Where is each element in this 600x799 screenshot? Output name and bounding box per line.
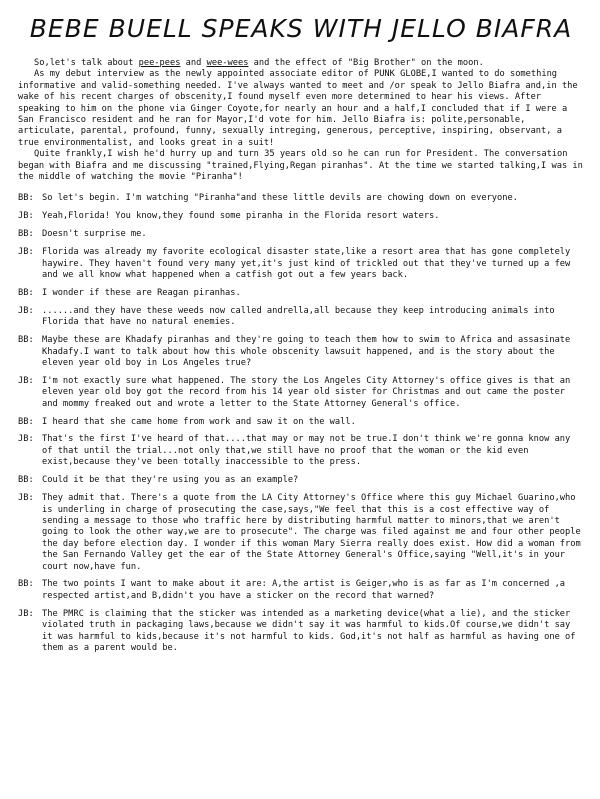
dialogue-turn (18, 475, 584, 486)
dialogue-text: Doesn't surprise me. (42, 229, 147, 240)
speaker-label: BB: (18, 579, 34, 590)
dialogue-turn (18, 229, 584, 240)
speaker-label: JB: (18, 375, 34, 386)
dialogue-turn (18, 247, 584, 281)
dialogue-turn (18, 417, 584, 428)
intro-text: So,let's talk about (34, 58, 139, 68)
speaker-label: JB: (18, 305, 34, 316)
dialogue-text: They admit that. There's a quote from the LA City Attorney's Office where this guy Michael Guarino,who is underling in charge of prosecuting the case,says,"We feel that this is a cost effective way of sending a message to those who traffic here by distributing harmful matter to minors,that we aren't going to look the other way,we are to prosecute". The charge was filed against me and four other people the day before election day. I wonder if this woman Mary Sierra really does exist. How did a woman from the San Fernando Valley get the ear of the State Attorney General's Office,saying "Well,it's in your court now,have fun. (42, 493, 581, 572)
speaker-label: JB: (18, 608, 34, 619)
dialogue-text: So let's begin. I'm watching "Piranha"and these little devils are chowing down on everyone. (42, 193, 518, 204)
speaker-label: BB: (18, 416, 34, 427)
intro-paragraph-3: Quite frankly,I wish he'd hurry up and turn 35 years old so he can run for President. The conversation began with Biafra and me discussing "trained,Flying,Regan piranhas". At the time we started talking,I was in the middle of watching the movie "Piranha"! (18, 149, 583, 183)
dialogue-text: Florida was already my favorite ecological disaster state,like a resort area that has gone completely haywire. They haven't found very many yet,it's just kind of trickled out that they've turned up a few and we all know what happened when a catfish got out a few years back. (42, 247, 571, 280)
dialogue-text: Maybe these are Khadafy piranhas and they're going to teach them how to swim to Africa and assasinate Khadafy.I want to talk about how this whole obscenity lawsuit happened, and is the story about the eleven year old boy in Los Angeles true? (42, 335, 571, 368)
speaker-label: BB: (18, 193, 34, 204)
dialogue-text: The PMRC is claiming that the sticker was intended as a marketing device(what a lie), and the sticker violated truth in packaging laws,because we didn't say it was harmful to kids.Of course,we didn't say it was harmful to kids,because it's not harmful to kids. God,it's not half as harmful as having one of them as a parent would be. (42, 608, 576, 653)
dialogue-text: I'm not exactly sure what happened. The story the Los Angeles City Attorney's office gives is that an eleven year old boy got the record from his 14 year old sister for Christmas and out came the poster and mommy freaked out and wrote a letter to the State Attorney General's office. (42, 375, 571, 409)
underlined-term: pee-pees (138, 58, 181, 68)
dialogue-turn (18, 434, 584, 468)
dialogue-text: I heard that she came home from work and saw it on the wall. (42, 416, 356, 427)
speaker-label: JB: (18, 211, 34, 222)
dialogue-turn (18, 376, 584, 410)
dialogue-turn (18, 493, 584, 573)
underlined-term: wee-wees (206, 58, 249, 68)
speaker-label: BB: (18, 335, 34, 346)
intro-text: and (180, 58, 207, 68)
dialogue-text: The two points I want to make about it are: A,the artist is Geiger,who is as far as I'm concerned ,a respected artist,and B,didn't you have a sticker on the record that warned? (42, 579, 566, 601)
dialogue-text: Yeah,Florida! You know,they found some piranha in the Florida resort waters. (42, 211, 440, 222)
intro-section (18, 58, 584, 183)
dialogue-turn (18, 609, 584, 655)
dialogue-turn (18, 211, 584, 222)
dialogue-text: ......and they have these weeds now called andrella,all because they keep introducing animals into Florida that have no natural enemies. (42, 305, 555, 328)
intro-paragraph-1 (18, 58, 584, 69)
dialogue-text: Could it be that they're using you as an example? (42, 475, 299, 486)
speaker-label: BB: (18, 229, 34, 240)
intro-text: and the effect of "Big Brother" on the moon. (248, 58, 484, 68)
dialogue-turn (18, 288, 584, 299)
dialogue-turn (18, 335, 584, 369)
speaker-label: BB: (18, 287, 34, 298)
dialogue-text: That's the first I've heard of that....that may or may not be true.I don't think we're gonna know any of that until the trial...not only that,we still have no proof that the woman or the kid even exist,because they've been totally inaccessible to the press. (42, 434, 571, 468)
interview-dialogue (18, 193, 584, 654)
speaker-label: BB: (18, 475, 34, 486)
speaker-label: JB: (18, 493, 34, 504)
dialogue-turn (18, 306, 584, 329)
intro-paragraph-2: As my debut interview as the newly appointed associate editor of PUNK GLOBE,I wanted to do something informative and valid-something needed. I've always wanted to meet and /or speak to Jello Biafra and,in the wake of his recent charges of obscenity,I found myself even more determined to hear his views. After speaking to him on the phone via Ginger Coyote,for nearly an hour and a half,I concluded that if I were a San Francisco resident and he ran for Mayor,I'd vote for him. Jello Biafra is: polite,personable, articulate, parental, profound, funny, sexually intreging, generous, perceptive, inspiring, observant, a true environmentalist, and looks great in a suit! (18, 69, 578, 148)
article-title: BEBE BUELL SPEAKS WITH JELLO BIAFRA (29, 14, 573, 43)
dialogue-turn (18, 579, 584, 602)
dialogue-turn (18, 193, 584, 204)
dialogue-text: I wonder if these are Reagan piranhas. (42, 287, 241, 298)
speaker-label: JB: (18, 434, 34, 445)
speaker-label: JB: (18, 247, 34, 258)
